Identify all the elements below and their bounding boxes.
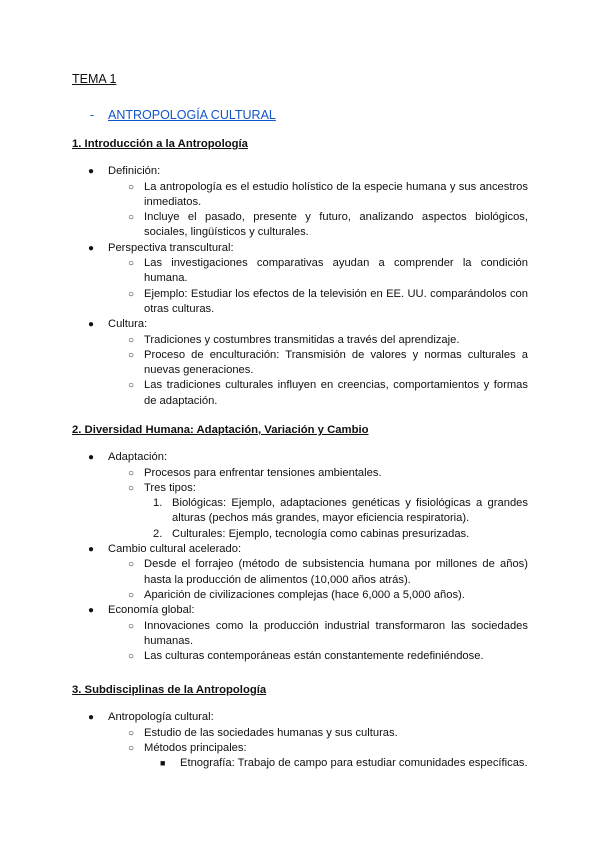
square-item	[144, 756, 528, 771]
sub-item	[108, 588, 528, 603]
item-label: Definición:	[108, 165, 161, 178]
subtitle	[90, 108, 276, 123]
disc-bullet-icon: ●	[88, 242, 95, 254]
subtitle-link[interactable]: ANTROPOLOGÍA CULTURAL	[108, 108, 276, 122]
sub-item	[108, 333, 528, 348]
list-item	[72, 317, 528, 409]
sub-item-text: Proceso de enculturación: Transmisión de valores y normas culturales a nuevas generaciones.	[144, 348, 528, 377]
circle-bullet-icon: ○	[128, 212, 135, 224]
sub-item	[108, 649, 528, 664]
circle-bullet-icon: ○	[128, 258, 135, 270]
disc-bullet-icon: ●	[88, 544, 95, 556]
subtitle-dash: -	[90, 108, 95, 122]
page-title: TEMA 1	[72, 72, 117, 86]
sub-item	[108, 180, 528, 211]
sub-item	[108, 466, 528, 481]
section-subdisciplinas	[72, 683, 528, 771]
item-label: Perspectiva transcultural:	[108, 241, 234, 254]
square-item-text: Etnografía: Trabajo de campo para estudiar comunidades específicas.	[180, 757, 528, 770]
number-marker: 2.	[153, 527, 163, 540]
sub-item-text: Las culturas contemporáneas están constantemente redefiniéndose.	[144, 650, 484, 663]
bullet-list	[72, 164, 528, 409]
circle-bullet-icon: ○	[128, 727, 135, 739]
numbered-item	[144, 496, 528, 527]
numbered-item-text: Biológicas: Ejemplo, adaptaciones genéticas y fisiológicas a grandes alturas (pechos más grandes, mayor eficiencia respiratoria).	[172, 497, 528, 525]
sub-item-text: Tres tipos:	[144, 481, 196, 494]
bullet-list	[72, 710, 528, 771]
sub-item-text: Tradiciones y costumbres transmitidas a través del aprendizaje.	[144, 333, 460, 346]
circle-bullet-icon: ○	[128, 651, 135, 663]
list-item	[72, 710, 528, 771]
disc-bullet-icon: ●	[88, 605, 95, 617]
disc-bullet-icon: ●	[88, 712, 95, 724]
sub-item	[108, 210, 528, 241]
sub-item-text: La antropología es el estudio holístico de la especie humana y sus ancestros inmediatos.	[144, 180, 528, 208]
disc-bullet-icon: ●	[88, 319, 95, 331]
item-label: Cultura:	[108, 318, 148, 331]
sub-item	[108, 726, 528, 741]
section-diversidad	[72, 423, 528, 664]
number-marker: 1.	[153, 497, 163, 510]
item-label: Adaptación:	[108, 451, 168, 464]
list-item	[72, 241, 528, 317]
sub-item-text: Incluye el pasado, presente y futuro, analizando aspectos biológicos, sociales, lingüísticos y culturales.	[144, 211, 528, 239]
sub-item-text: Estudio de las sociedades humanas y sus culturas.	[144, 726, 398, 739]
circle-bullet-icon: ○	[128, 482, 135, 494]
square-bullet-icon: ■	[160, 758, 166, 769]
list-item	[72, 603, 528, 664]
circle-bullet-icon: ○	[128, 349, 135, 361]
list-item	[72, 164, 528, 240]
sub-item-text: Aparición de civilizaciones complejas (hace 6,000 a 5,000 años).	[144, 588, 465, 601]
sub-item-text: Procesos para enfrentar tensiones ambientales.	[144, 466, 382, 479]
circle-bullet-icon: ○	[128, 380, 135, 392]
sub-item-text: Desde el forrajeo (método de subsistencia humana por millones de años) hasta la producción de alimentos (10,000 años atrás).	[144, 558, 528, 586]
circle-bullet-icon: ○	[128, 589, 135, 601]
list-item	[72, 450, 528, 542]
sub-item	[108, 378, 528, 409]
numbered-item	[144, 527, 528, 542]
circle-bullet-icon: ○	[128, 467, 135, 479]
sub-item	[108, 557, 528, 588]
circle-bullet-icon: ○	[128, 559, 135, 571]
sub-item	[108, 481, 528, 542]
sub-item-text: Las investigaciones comparativas ayudan a comprender la condición humana.	[144, 257, 528, 285]
sub-item	[108, 348, 528, 379]
sub-item	[108, 287, 528, 318]
list-item	[72, 542, 528, 603]
item-label: Economía global:	[108, 604, 195, 617]
section-heading: 2. Diversidad Humana: Adaptación, Variación y Cambio	[72, 424, 369, 436]
circle-bullet-icon: ○	[128, 620, 135, 632]
sub-item	[108, 619, 528, 650]
circle-bullet-icon: ○	[128, 181, 135, 193]
section-heading: 3. Subdisciplinas de la Antropología	[72, 684, 267, 696]
sub-item-text: Innovaciones como la producción industrial transformaron las sociedades humanas.	[144, 619, 528, 647]
section-introduccion	[72, 137, 528, 409]
circle-bullet-icon: ○	[128, 742, 135, 754]
disc-bullet-icon: ●	[88, 166, 95, 178]
sub-item	[108, 741, 528, 772]
circle-bullet-icon: ○	[128, 288, 135, 300]
circle-bullet-icon: ○	[128, 334, 135, 346]
bullet-list	[72, 450, 528, 664]
sub-item	[108, 256, 528, 287]
numbered-item-text: Culturales: Ejemplo, tecnología como cabinas presurizadas.	[172, 527, 470, 540]
item-label: Cambio cultural acelerado:	[108, 543, 242, 556]
disc-bullet-icon: ●	[88, 452, 95, 464]
sub-item-text: Ejemplo: Estudiar los efectos de la televisión en EE. UU. comparándolos con otras culturas.	[144, 287, 528, 315]
sub-item-text: Métodos principales:	[144, 741, 247, 754]
section-heading: 1. Introducción a la Antropología	[72, 138, 248, 150]
sub-item-text: Las tradiciones culturales influyen en creencias, comportamientos y formas de adaptación.	[144, 379, 528, 407]
item-label: Antropología cultural:	[108, 711, 214, 724]
